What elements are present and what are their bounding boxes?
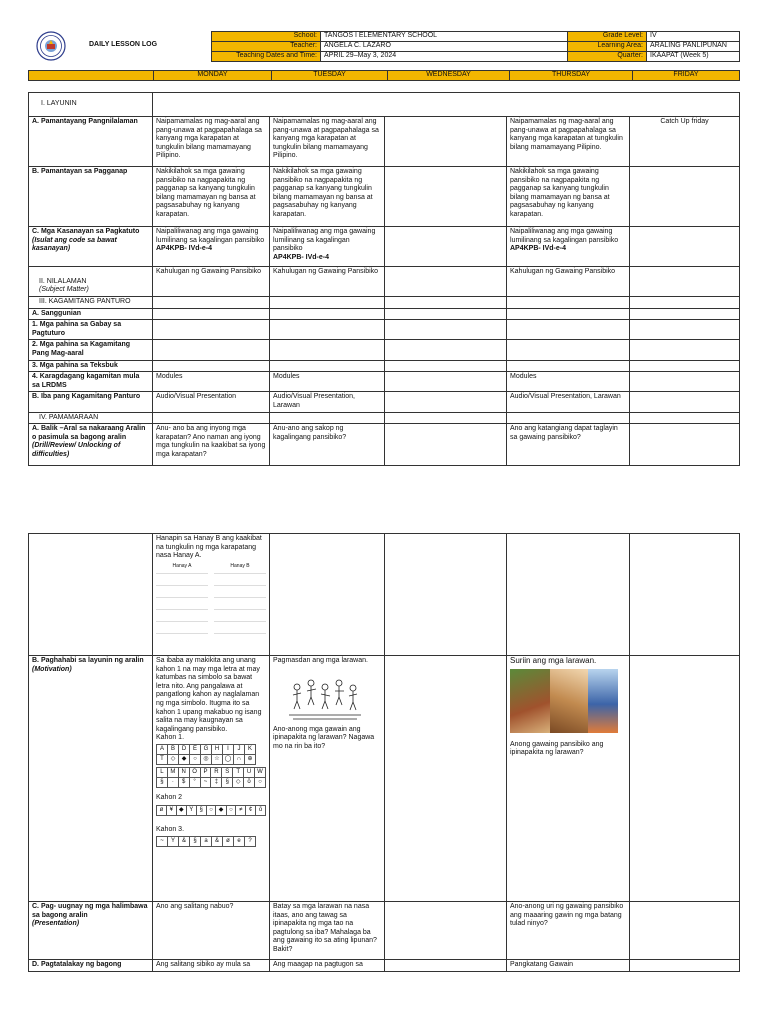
community-cleanup-illustration bbox=[287, 669, 363, 723]
cell-iba-tue: Audio/Visual Presentation, Larawan bbox=[270, 392, 385, 412]
cell-b-mon: Nakikilahok sa mga gawaing pansibiko na nagpapakita ng pagganap sa kanyang tungkulin bilang mamamayan ng bansa at pagsasabuhay ng kanyang karapatan. bbox=[153, 167, 270, 227]
cell-lrdms-tue: Modules bbox=[270, 372, 385, 392]
row-label-paghahabi bbox=[29, 656, 153, 902]
kahon1b-letter: N bbox=[178, 767, 189, 777]
cell-ii-tue: Kahulugan ng Gawaing Pansibiko bbox=[270, 267, 385, 297]
hanay-b-header: Hanay B bbox=[230, 562, 250, 569]
paghahabi-title: B. Paghahabi sa layunin ng aralin bbox=[32, 657, 144, 664]
kahon1-grid-a: A B D E G H I J K T ◇ ◆ ○ ◎ ☆ ◯ ∩ ⊕ bbox=[156, 744, 256, 765]
hanay-a-header: Hanay A bbox=[172, 562, 192, 569]
kahon1b-letter: T bbox=[233, 767, 244, 777]
row-label-teksbuk: 3. Mga pahina sa Teksbuk bbox=[29, 360, 153, 372]
kahon1b-letter: O bbox=[189, 767, 200, 777]
row-label-iba: B. Iba pang Kagamitang Panturo bbox=[29, 392, 153, 412]
balik-sub: (Drill/Review/ Unlocking of difficulties) bbox=[32, 442, 121, 458]
cell-ii-mon: Kahulugan ng Gawaing Pansibiko bbox=[153, 267, 270, 297]
suriin-text: Suriin ang mga larawan. bbox=[510, 656, 597, 665]
cell-paghahabi-thu bbox=[507, 656, 630, 902]
cell-lrdms-mon: Modules bbox=[153, 372, 270, 392]
kahon1a-letter: I bbox=[223, 744, 234, 754]
cell-a-thu: Naipamamalas ng mag-aaral ang pang-unawa at pagpapahalaga sa kanyang mga karapatan at tungkulin bilang mamamayang Pilipino. bbox=[507, 117, 630, 167]
c-tue-text: Naipaliliwanag ang mga gawaing lumilinang sa kagalingan pansibiko bbox=[273, 228, 376, 253]
pagmasdan-text: Pagmasdan ang mga larawan. bbox=[273, 657, 368, 664]
c-thu-text: Naipaliliwanag ang mga gawaing lumilinang sa kagalingan pansibiko bbox=[510, 228, 619, 244]
deped-seal-logo bbox=[36, 31, 66, 61]
kahon2-grid: ø ¥ ◆ Ÿ § ○ ◆ ○ ≠ ¢ ō bbox=[156, 805, 266, 816]
c-mon-text: Naipaliliwanag ang mga gawaing lumilinang sa kagalingan pansibiko bbox=[156, 228, 265, 244]
kahon1b-letter: W bbox=[255, 767, 266, 777]
row-label-gabay: 1. Mga pahina sa Gabay sa Pagtuturo bbox=[29, 320, 153, 340]
kahon1-grid-b: L M N O P R S T U W § · $ ° ~ ‡ § ◇ ō ○ bbox=[156, 767, 266, 788]
cell-iba-mon: Audio/Visual Presentation bbox=[153, 392, 270, 412]
grade-value: IV bbox=[647, 32, 740, 42]
cell-paghahabi-mon bbox=[153, 656, 270, 902]
ano-anong-text: Ano-anong mga gawain ang ipinapakita ng larawan? Nagawa mo na rin ba ito? bbox=[273, 725, 375, 750]
cell-paguugnay-tue: Batay sa mga larawan na nasa itaas, ano ang tawag sa ipinapakita ng mga tao na pagtulong sa iba? Mahalaga ba ang gawaing ito sa ating lipunan? Bakit? bbox=[270, 902, 385, 960]
kahon1a-letter: B bbox=[168, 744, 179, 754]
row-label-pagganap: B. Pamantayan sa Pagganap bbox=[29, 167, 153, 227]
cell-b-tue: Nakikilahok sa mga gawaing pansibiko na nagpapakita ng pagganap sa kanyang tungkulin bilang mamamayan ng bansa at pagsasabuhay ng kanyang karapatan. bbox=[270, 167, 385, 227]
cell-iba-thu: Audio/Visual Presentation, Larawan bbox=[507, 392, 630, 412]
school-label: School: bbox=[212, 32, 321, 42]
cell-ii-thu: Kahulugan ng Gawaing Pansibiko bbox=[507, 267, 630, 297]
cell-pagtatalakay-mon: Ang salitang sibiko ay mula sa bbox=[153, 960, 270, 972]
cell-paghahabi-tue bbox=[270, 656, 385, 902]
anong-gawain-text: Anong gawaing pansibiko ang ipinapakita ng larawan? bbox=[510, 740, 604, 757]
c-thu-code: AP4KPB- IVd-e-4 bbox=[510, 245, 567, 253]
row-label-paguugnay bbox=[29, 902, 153, 960]
hanay-matching-image bbox=[156, 563, 266, 643]
day-friday: FRIDAY bbox=[633, 71, 740, 81]
kahon1b-letter: U bbox=[244, 767, 255, 777]
cell-paguugnay-thu: Ano-anong uri ng gawaing pansibiko ang maaaring gawin ng mga batang tulad ninyo? bbox=[507, 902, 630, 960]
cell-balik-thu: Ano ang katangiang dapat taglayin sa gawaing pansibiko? bbox=[507, 424, 630, 466]
cell-balik-tue: Anu-ano ang sakop ng kagalingang pansibiko? bbox=[270, 424, 385, 466]
cell-c-mon bbox=[153, 227, 270, 267]
page-title: DAILY LESSON LOG bbox=[89, 41, 158, 48]
day-wednesday: WEDNESDAY bbox=[388, 71, 510, 81]
row-label-pang-mag-aaral: 2. Mga pahina sa Kagamitang Pang Mag-aaral bbox=[29, 340, 153, 360]
cell-balik-mon: Anu- ano ba ang inyong mga karapatan? Ano naman ang iyong mga tungkulin na kaakibat sa iyong mga karapatan? bbox=[153, 424, 270, 466]
area-value: ARALING PANLIPUNAN bbox=[647, 42, 740, 52]
paguugnay-sub: (Presentation) bbox=[32, 920, 80, 928]
row-label-pangnilalaman: A. Pamantayang Pangnilalaman bbox=[29, 117, 153, 167]
kahon1b-letter: R bbox=[211, 767, 222, 777]
day-thursday: THURSDAY bbox=[510, 71, 633, 81]
hanapin-text: Hanapin sa Hanay B ang kaakibat na tungkulin ng mga karapatang nasa Hanay A. bbox=[156, 535, 262, 560]
row-label-kagamitan: III. KAGAMITANG PANTURO bbox=[29, 297, 153, 309]
cell-c-tue bbox=[270, 227, 385, 267]
cell-hanapin-mon bbox=[153, 534, 270, 656]
kahon1b-letter: L bbox=[157, 767, 168, 777]
row-label-kasanayan bbox=[29, 227, 153, 267]
teacher-label: Teacher: bbox=[212, 42, 321, 52]
hanay-a-list bbox=[156, 569, 208, 643]
cell-pagtatalakay-tue: Ang maagap na pagtugon sa bbox=[270, 960, 385, 972]
cell-a-mon: Naipamamalas ng mag-aaral ang pang-unawa at pagpapahalaga sa kanyang mga karapatan at tungkulin bilang mamamayang Pilipino. bbox=[153, 117, 270, 167]
kasanayan-sub: (Isulat ang code sa bawat kasanayan) bbox=[32, 236, 117, 253]
school-value: TANGOS I ELEMENTARY SCHOOL bbox=[321, 32, 568, 42]
kahon1b-letter: S bbox=[222, 767, 233, 777]
c-tue-code: AP4KPB- IVd-e-4 bbox=[273, 253, 330, 261]
lesson-table-page1 bbox=[28, 92, 740, 466]
kahon1a-letter: D bbox=[179, 744, 190, 754]
grade-label: Grade Level: bbox=[568, 32, 647, 42]
dates-label: Teaching Dates and Time: bbox=[212, 52, 321, 62]
balik-title: A. Balik –Aral sa nakaraang Aralin o pasimula sa bagong aralin bbox=[32, 425, 146, 441]
teacher-value: ANGELA C. LAZARO bbox=[321, 42, 568, 52]
layunin-heading: I. LAYUNIN bbox=[29, 93, 153, 117]
cell-a-tue: Naipamamalas ng mag-aaral ang pang-unawa at pagpapahalaga sa kanyang mga karapatan at tungkulin bilang mamamayang Pilipino. bbox=[270, 117, 385, 167]
nilalaman-title: II. NILALAMAN bbox=[39, 277, 87, 285]
lesson-table-page2 bbox=[28, 533, 740, 972]
cell-lrdms-thu: Modules bbox=[507, 372, 630, 392]
paghahabi-sub: (Motivation) bbox=[32, 665, 72, 673]
row-label-pagtatalakay: D. Pagtatalakay ng bagong bbox=[29, 960, 153, 972]
quarter-label: Quarter: bbox=[568, 52, 647, 62]
kahon1a-letter: K bbox=[245, 744, 256, 754]
c-mon-code: AP4KPB- IVd-e-4 bbox=[156, 245, 213, 253]
row-label-balik-aral bbox=[29, 424, 153, 466]
day-tuesday: TUESDAY bbox=[272, 71, 388, 81]
kahon1a-letter: E bbox=[190, 744, 201, 754]
nilalaman-sub: (Subject Matter) bbox=[39, 286, 89, 294]
kahon1a-letter: H bbox=[212, 744, 223, 754]
kahon1a-letter: G bbox=[201, 744, 212, 754]
cell-pagtatalakay-thu: Pangkatang Gawain bbox=[507, 960, 630, 972]
day-monday: MONDAY bbox=[154, 71, 272, 81]
cell-paguugnay-mon: Ano ang salitang nabuo? bbox=[153, 902, 270, 960]
kahon3-grid: ~ Y & § a & ø e ? bbox=[156, 836, 256, 847]
kahon1b-letter: P bbox=[200, 767, 211, 777]
kahon2-label: Kahon 2 bbox=[156, 793, 183, 801]
cell-b-thu: Nakikilahok sa mga gawaing pansibiko na nagpapakita ng pagganap sa kanyang tungkulin bilang mamamayan ng bansa at pagsasabuhay ng kanyang karapatan. bbox=[507, 167, 630, 227]
kahon1b-letter: M bbox=[167, 767, 178, 777]
kahon3-label: Kahon 3. bbox=[156, 825, 185, 833]
row-label-nilalaman bbox=[29, 267, 153, 297]
paguugnay-title: C. Pag- uugnay ng mga halimbawa sa bagong aralin bbox=[32, 903, 148, 919]
hanay-b-list bbox=[214, 569, 266, 643]
dates-value: APRIL 29–May 3, 2024 bbox=[321, 52, 568, 62]
kasanayan-title: C. Mga Kasanayan sa Pagkatuto bbox=[32, 228, 140, 235]
days-header bbox=[28, 70, 740, 81]
cell-a-fri: Catch Up friday bbox=[630, 117, 740, 167]
row-label-pamamaraan: IV. PAMAMARAAN bbox=[29, 412, 153, 424]
row-label-sanggunian: A. Sanggunian bbox=[29, 308, 153, 320]
row-label-lrdms: 4. Karagdagang kagamitan mula sa LRDMS bbox=[29, 372, 153, 392]
header-info-table bbox=[211, 31, 740, 62]
kahon1-label: Kahon 1. bbox=[156, 734, 185, 742]
quarter-value: IKAAPAT (Week 5) bbox=[647, 52, 740, 62]
kahon1a-letter: J bbox=[234, 744, 245, 754]
cell-c-thu bbox=[507, 227, 630, 267]
kahon1a-letter: A bbox=[157, 744, 168, 754]
paghahabi-text: Sa ibaba ay makikita ang unang kahon 1 na may mga letra at may katumbas na simbolo sa bawat letra nito. Ang pangalawa at pangatlong kahon ay naglalaman ng mga simbolo. Itugma ito sa kahon 1 upang makabuo ng isang salita na may kaugnayan sa kagalingang pansibiko. bbox=[156, 657, 262, 733]
area-label: Learning Area: bbox=[568, 42, 647, 52]
civic-activity-photos bbox=[510, 669, 626, 733]
